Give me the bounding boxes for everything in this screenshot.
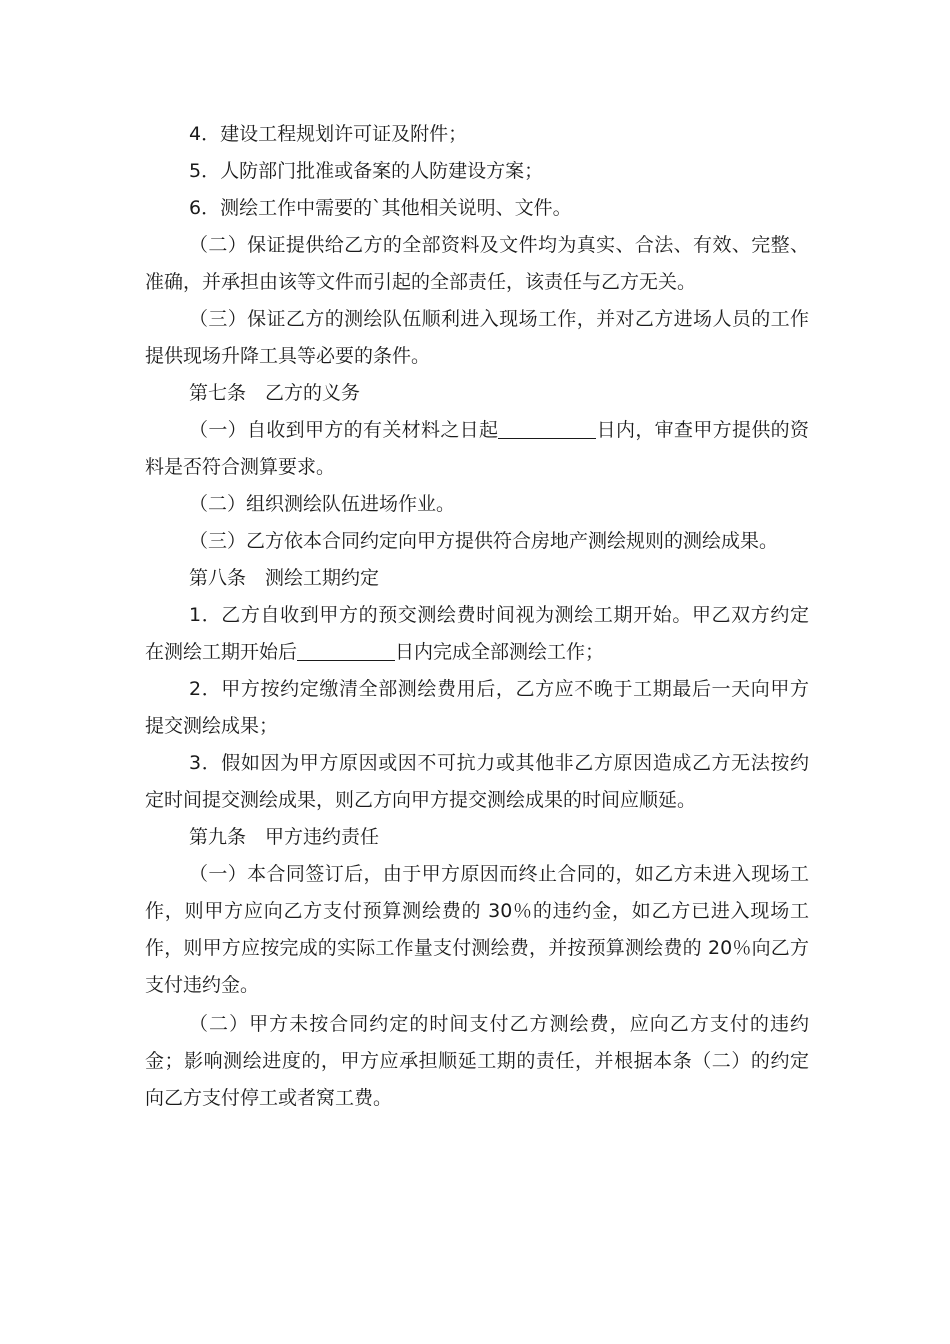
section-heading: 第八条 测绘工期约定 (189, 567, 380, 589)
paragraph (145, 597, 809, 671)
paragraph: （二）甲方未按合同约定的时间支付乙方测绘费，应向乙方支付的违约金；影响测绘进度的，甲方应承担顺延工期的责任，并根据本条（二）的约定向乙方支付停工或者窝工费。 (145, 1013, 809, 1109)
paragraph: 3．假如因为甲方原因或因不可抗力或其他非乙方原因造成乙方无法按约定时间提交测绘成果，则乙方向甲方提交测绘成果的时间应顺延。 (145, 752, 809, 811)
document-body (145, 116, 809, 1117)
paragraph: （三）乙方依本合同约定向甲方提供符合房地产测绘规则的测绘成果。 (189, 530, 779, 552)
paragraph-text: 日内完成全部测绘工作； (395, 641, 605, 663)
section-heading: 第七条 乙方的义务 (189, 382, 361, 404)
paragraph: 5．人防部门批准或备案的人防建设方案； (189, 160, 544, 182)
fill-in-blank (498, 416, 596, 439)
fill-in-blank (297, 638, 395, 661)
paragraph (145, 412, 809, 486)
paragraph: （二）保证提供给乙方的全部资料及文件均为真实、合法、有效、完整、准确，并承担由该等文件而引起的全部责任，该责任与乙方无关。 (145, 234, 809, 293)
paragraph: （三）保证乙方的测绘队伍顺利进入现场工作，并对乙方进场人员的工作提供现场升降工具等必要的条件。 (145, 308, 809, 367)
section-heading: 第九条 甲方违约责任 (189, 826, 380, 848)
paragraph-text: （一）自收到甲方的有关材料之日起 (189, 419, 499, 441)
paragraph-text: 1．乙方自收到甲方的预交测绘费时间视为测绘工期开始。甲乙双方约定在测绘工期开始后 (145, 604, 809, 663)
paragraph: （一）本合同签订后，由于甲方原因而终止合同的，如乙方未进入现场工作，则甲方应向乙方支付预算测绘费的 30％的违约金，如乙方已进入现场工作，则甲方应按完成的实际工作量支付测绘费，并按预算测绘费的 20％向乙方支付违约金。 (145, 863, 809, 996)
paragraph: （二）组织测绘队伍进场作业。 (189, 493, 456, 515)
paragraph: 4．建设工程规划许可证及附件； (189, 123, 468, 145)
paragraph: 6．测绘工作中需要的`其他相关说明、文件。 (189, 197, 572, 219)
paragraph-text: 日内，审查甲方提供的资料是否符合测算要求。 (145, 419, 809, 478)
paragraph: 2．甲方按约定缴清全部测绘费用后，乙方应不晚于工期最后一天向甲方提交测绘成果； (145, 678, 809, 737)
